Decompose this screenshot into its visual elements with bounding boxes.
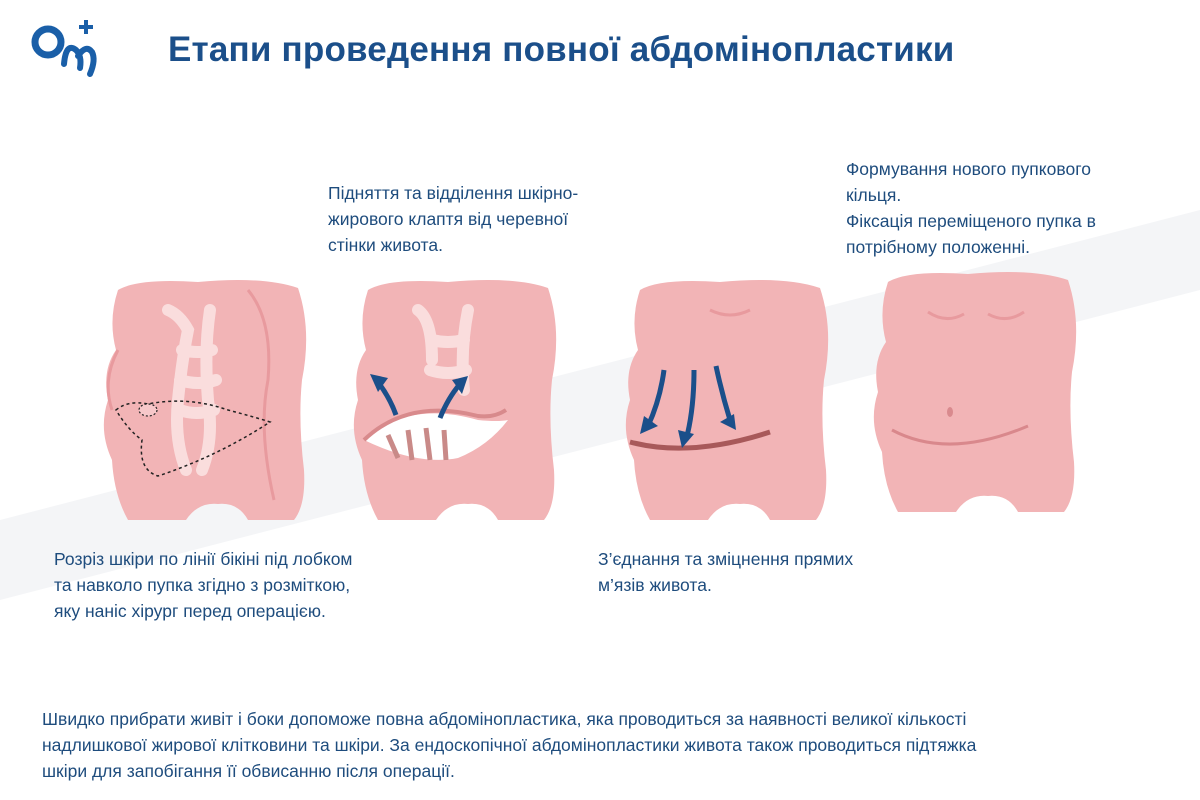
page-title: Етапи проведення повної абдомінопластики — [168, 30, 955, 69]
step-3-caption: З’єднання та зміцнення прямих м’язів живота. — [598, 549, 854, 595]
footer-text: Швидко прибрати живіт і боки допоможе повна абдомінопластика, яка проводиться за наявності великої кількості надлишкової жирової клітковини та шкіри. За ендоскопічної абдомінопластики живота також проводиться підтяжка шкіри для запобігання її обвисанню після операції. — [42, 709, 977, 781]
step-2-caption: Підняття та відділення шкірно- жирового клаптя від черевної стінки живота. — [328, 183, 579, 255]
torso-figure-step-4 — [868, 262, 1088, 522]
torso-figure-step-1 — [98, 270, 318, 530]
torso-figure-step-2 — [348, 270, 568, 530]
logo-mark — [30, 16, 102, 80]
step-1-caption: Розріз шкіри по лінії бікіні під лобком та навколо пупка згідно з розміткою, яку наніс хірург перед операцією. — [54, 549, 353, 621]
torso-figure-step-3 — [620, 270, 840, 530]
step-4-caption: Формування нового пупкового кільця. Фіксація переміщеного пупка в потрібному положенні. — [846, 159, 1096, 257]
